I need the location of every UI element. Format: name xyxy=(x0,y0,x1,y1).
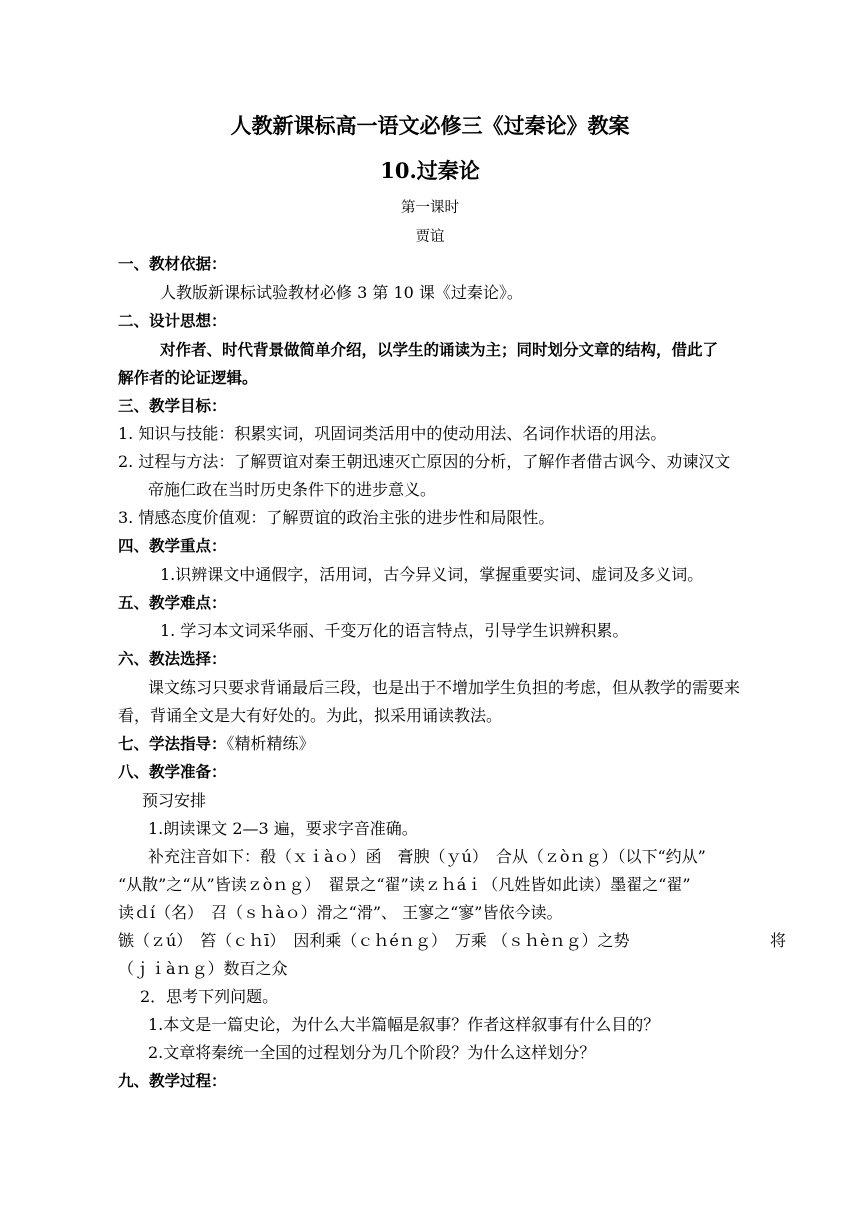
section-3-heading: 三、教学目标： xyxy=(118,397,227,415)
section-7-heading: 七、学法指导： xyxy=(118,735,227,753)
section-8-item-2: 2．思考下列问题。 xyxy=(140,987,279,1006)
section-2-heading: 二、设计思想： xyxy=(118,312,227,330)
section-6-line-2: 看，背诵全文是大有好处的。为此，拟采用诵读教法。 xyxy=(118,706,503,725)
section-9-heading: 九、教学过程： xyxy=(118,1072,227,1090)
author-name: 贾谊 xyxy=(415,229,445,245)
section-2-line-1: 对作者、时代背景做简单介绍，以学生的诵读为主；同时划分文章的结构，借此了 xyxy=(160,341,719,359)
section-8-pronunciation-line-2: “从散”之“从”皆读ｚòｎｇ） 翟景之“翟”读ｚｈáｉ（凡姓皆如此读）墨翟之“翟” xyxy=(118,875,691,894)
section-8-pronunciation-line-3: 读ｄí（名） 召（ｓｈàｏ）滑之“滑”、 王寥之“寥”皆依今读。 xyxy=(118,903,563,922)
section-8-pronunciation-line-4: 镞（ｚú） 笞（ｃｈī） 因利乘（ｃｈéｎｇ） 万乘 （ｓｈèｎｇ）之势 xyxy=(118,931,630,950)
section-8-pronunciation-line-4-end: 将 xyxy=(770,931,787,950)
section-7-line xyxy=(118,734,315,754)
section-8-pronunciation-line-1: 补充注音如下：殽（ｘｉàｏ）函 膏腴（ｙú） 合从（ｚòｎｇ）（以下“约从” xyxy=(148,847,706,866)
section-3-item-2-line-1: 2. 过程与方法：了解贾谊对秦王朝迅速灭亡原因的分析，了解作者借古讽今、劝谏汉文 xyxy=(118,452,731,471)
section-6-heading: 六、教法选择： xyxy=(118,650,227,668)
document-title: 人教新课标高一语文必修三《过秦论》教案 xyxy=(230,113,630,138)
section-5-heading: 五、教学难点： xyxy=(118,594,227,612)
section-6-line-1: 课文练习只要求背诵最后三段，也是出于不增加学生负担的考虑，但从教学的需要来 xyxy=(148,678,741,697)
section-8-question-2: 2.文章将秦统一全国的过程划分为几个阶段？为什么这样划分？ xyxy=(148,1043,596,1062)
period-label: 第一课时 xyxy=(401,200,459,216)
section-8-heading: 八、教学准备： xyxy=(118,763,227,781)
section-3-item-1: 1. 知识与技能：积累实词，巩固词类活用中的使动用法、名词作状语的用法。 xyxy=(118,424,667,443)
section-2-line-2: 解作者的论证逻辑。 xyxy=(118,369,258,387)
section-7-text: 《精析精练》 xyxy=(226,734,315,753)
section-3-item-2-line-2: 帝施仁政在当时历史条件下的进步意义。 xyxy=(148,480,437,499)
lesson-title: 10.过秦论 xyxy=(380,158,480,183)
section-8-subheading: 预习安排 xyxy=(142,791,207,810)
section-1-heading: 一、教材依据： xyxy=(118,255,227,273)
section-4-text: 1.识辨课文中通假字，活用词，古今异义词，掌握重要实词、虚词及多义词。 xyxy=(160,565,704,584)
section-1-text: 人教版新课标试验教材必修 3 第 10 课《过秦论》。 xyxy=(160,283,523,302)
section-8-item-1: 1.朗读课文 2—3 遍，要求字音准确。 xyxy=(148,819,418,838)
section-3-item-3: 3. 情感态度价值观：了解贾谊的政治主张的进步性和局限性。 xyxy=(118,508,555,527)
section-8-question-1: 1.本文是一篇史论，为什么大半篇幅是叙事？作者这样叙事有什么目的？ xyxy=(148,1015,660,1034)
section-5-text: 1. 学习本文词采华丽、千变万化的语言特点，引导学生识辨积累。 xyxy=(160,621,629,640)
section-4-heading: 四、教学重点： xyxy=(118,537,227,555)
section-8-pronunciation-line-5: （ｊｉàｎｇ）数百之众 xyxy=(118,959,288,978)
